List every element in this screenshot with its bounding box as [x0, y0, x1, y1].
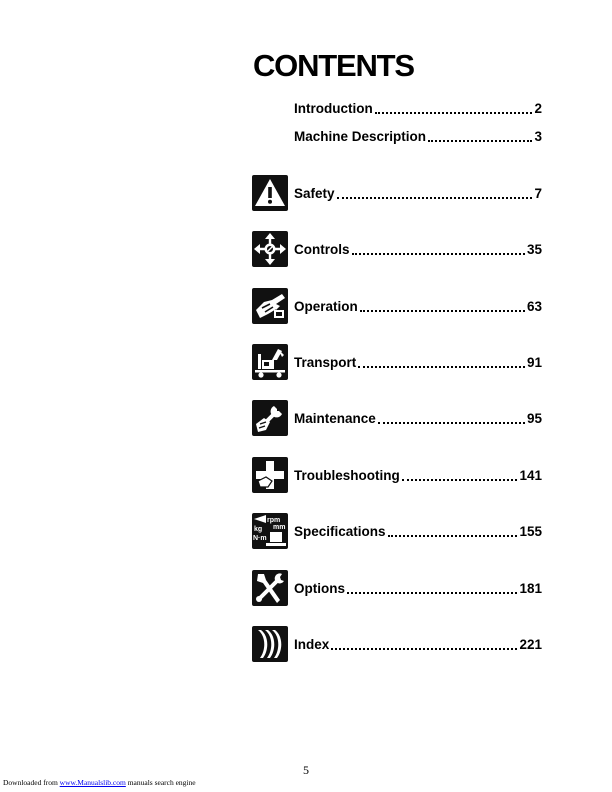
dot-leader [352, 240, 525, 255]
dot-leader [402, 466, 518, 481]
toc-page-number: 63 [526, 299, 542, 314]
toc-entry-controls[interactable] [252, 231, 542, 267]
toc-label: Maintenance [294, 411, 376, 426]
wrench-hand-icon [252, 400, 288, 436]
dot-leader [360, 297, 525, 312]
toc-row [294, 100, 542, 117]
footer-suffix: manuals search engine [125, 778, 196, 787]
toc-page-number: 221 [519, 637, 542, 652]
dot-leader [337, 184, 533, 199]
dot-leader [375, 99, 533, 114]
toc-label: Transport [294, 355, 357, 370]
spec-rpm-text: rpm [267, 517, 281, 524]
toc-page-number: 35 [526, 242, 542, 257]
manualslib-link[interactable]: www.Manualslib.com [59, 778, 126, 787]
toc-page-number: 3 [534, 129, 542, 144]
dot-leader [358, 353, 525, 368]
specifications-icon [252, 513, 288, 549]
directional-arrows-icon [252, 231, 288, 267]
toc-entry-options[interactable] [252, 570, 542, 606]
spec-mm-text: mm [273, 524, 286, 531]
toc-row [294, 185, 542, 202]
toc-entry-maintenance[interactable] [252, 400, 542, 436]
toc-row [294, 241, 542, 258]
dot-leader [331, 635, 517, 650]
warning-triangle-icon [252, 175, 288, 211]
dot-leader [347, 579, 517, 594]
toc-row [294, 523, 542, 540]
dot-leader [378, 409, 525, 424]
spec-kg-text: kg [254, 526, 263, 533]
toc-row [294, 410, 542, 427]
download-footer [3, 778, 196, 787]
toc-page-number: 141 [519, 468, 542, 483]
spec-nm-text: N·m [253, 535, 267, 542]
toc-entry-machine-description[interactable] [252, 118, 542, 154]
toc-page-number: 7 [534, 186, 542, 201]
toc-page-number: 181 [519, 581, 542, 596]
toc-entry-specifications[interactable] [252, 513, 542, 549]
toc-entry-safety[interactable] [252, 175, 542, 211]
page-number: 5 [303, 763, 309, 777]
toc-entry-operation[interactable] [252, 288, 542, 324]
index-pages-icon [252, 626, 288, 662]
tools-options-icon [252, 570, 288, 606]
toc-page-number: 155 [519, 524, 542, 539]
first-aid-cross-icon [252, 457, 288, 493]
toc-label: Machine Description [294, 129, 427, 144]
toc-row [294, 354, 542, 371]
footer-prefix: Downloaded from [3, 778, 60, 787]
toc-page-number: 2 [534, 101, 542, 116]
dot-leader [428, 127, 532, 142]
toc-row [294, 298, 542, 315]
toc-label: Options [294, 581, 345, 596]
toc-label: Introduction [294, 101, 373, 116]
toc-entry-index[interactable] [252, 626, 542, 662]
toc-page-number: 95 [526, 411, 542, 426]
page-title: CONTENTS [253, 48, 414, 83]
toc-label: Operation [294, 299, 358, 314]
toc-label: Troubleshooting [294, 468, 400, 483]
toc-label: Controls [294, 242, 350, 257]
toc-label: Specifications [294, 524, 386, 539]
toc-row [294, 467, 542, 484]
hand-operation-icon [252, 288, 288, 324]
toc-entry-troubleshooting[interactable] [252, 457, 542, 493]
toc-row [294, 128, 542, 145]
toc-row [294, 636, 542, 653]
dot-leader [388, 522, 518, 537]
toc-label: Safety [294, 186, 335, 201]
trailer-transport-icon [252, 344, 288, 380]
toc-label: Index [294, 637, 330, 652]
toc-row [294, 580, 542, 597]
toc-entry-transport[interactable] [252, 344, 542, 380]
toc-page-number: 91 [526, 355, 542, 370]
